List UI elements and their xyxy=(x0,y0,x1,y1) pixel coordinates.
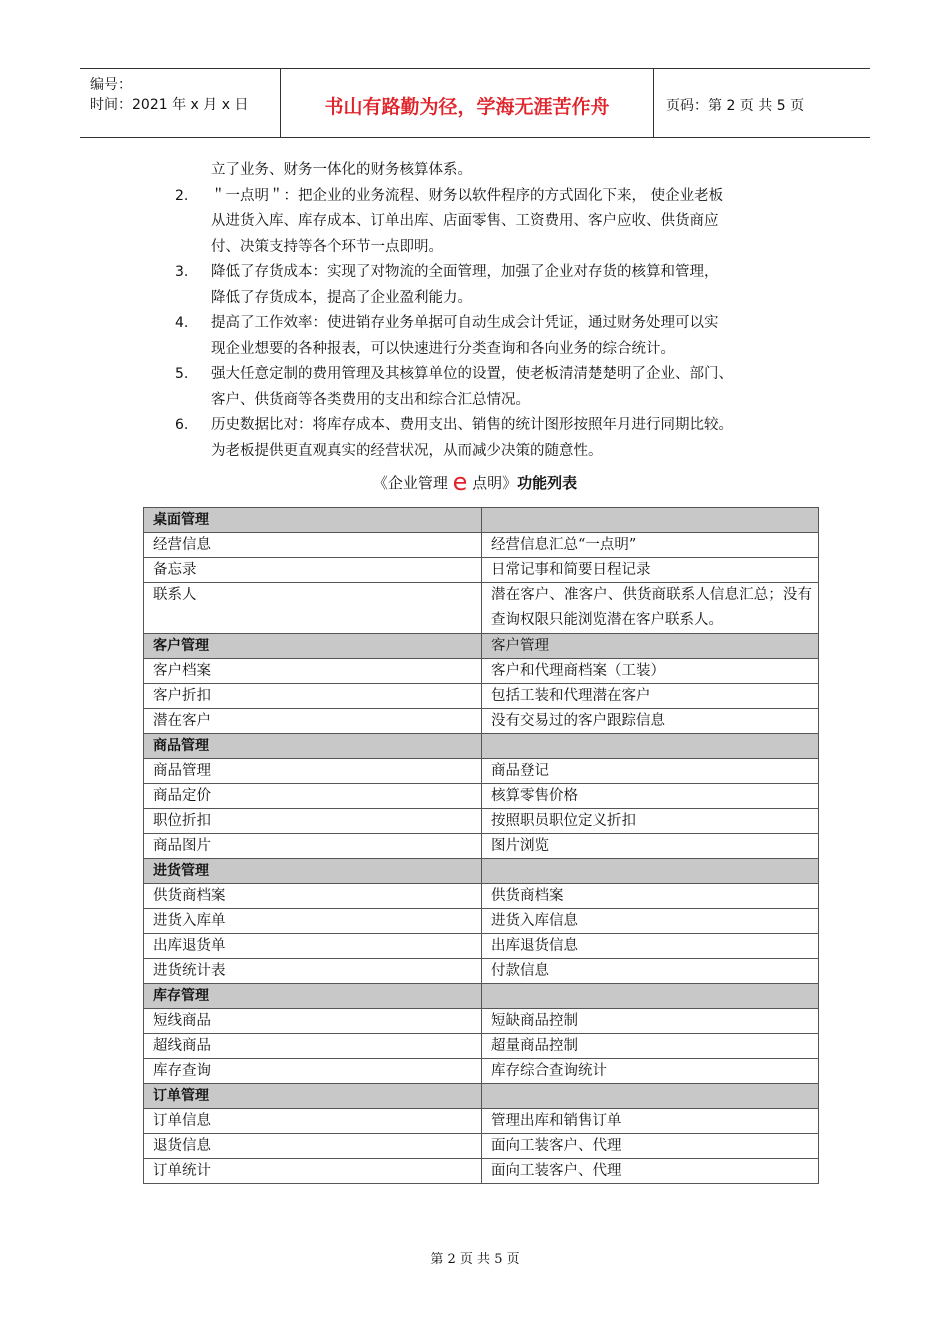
table-section-row xyxy=(144,634,819,659)
list-item xyxy=(175,260,825,311)
table-row xyxy=(144,533,819,558)
function-desc-cell: 日常记事和简要日程记录 xyxy=(482,558,819,583)
function-desc-cell xyxy=(482,984,819,1009)
function-name-cell: 联系人 xyxy=(144,583,482,634)
function-desc-cell: 核算零售价格 xyxy=(482,784,819,809)
function-name-cell: 进货统计表 xyxy=(144,959,482,984)
list-item-line: 降低了存货成本，提高了企业盈利能力。 xyxy=(211,289,472,306)
table-row xyxy=(144,709,819,734)
table-row xyxy=(144,834,819,859)
list-item-text xyxy=(211,413,733,464)
table-row xyxy=(144,1159,819,1184)
table-section-row xyxy=(144,984,819,1009)
list-item-line: 为老板提供更直观真实的经营状况，从而减少决策的随意性。 xyxy=(211,442,603,459)
table-row xyxy=(144,884,819,909)
table-section-row xyxy=(144,508,819,533)
list-item-text xyxy=(211,362,733,413)
function-name-cell: 订单统计 xyxy=(144,1159,482,1184)
function-desc-cell: 管理出库和销售订单 xyxy=(482,1109,819,1134)
table-row xyxy=(144,1134,819,1159)
function-desc-cell: 库存综合查询统计 xyxy=(482,1059,819,1084)
list-item-number: 2. xyxy=(175,187,189,204)
table-row xyxy=(144,1009,819,1034)
page-footer: 第 2 页 共 5 页 xyxy=(430,1252,520,1267)
function-name-cell: 进货入库单 xyxy=(144,909,482,934)
function-desc-cell: 潜在客户、准客户、供货商联系人信息汇总；没有查询权限只能浏览潜在客户联系人。 xyxy=(482,583,819,634)
list-item-number: 5. xyxy=(175,366,189,382)
list-item-line: 提高了工作效率：使进销存业务单据可自动生成会计凭证，通过财务处理可以实 xyxy=(211,315,719,331)
function-name-cell: 退货信息 xyxy=(144,1134,482,1159)
table-section-row xyxy=(144,859,819,884)
function-desc-cell: 客户和代理商档案（工装） xyxy=(482,659,819,684)
function-desc-cell: 图片浏览 xyxy=(482,834,819,859)
function-name-cell: 订单信息 xyxy=(144,1109,482,1134)
body-text xyxy=(175,158,825,464)
function-name-cell: 库存管理 xyxy=(144,984,482,1009)
list-item-number: 6. xyxy=(175,417,189,433)
list-item-text xyxy=(211,184,723,261)
lead-line: 立了业务、财务一体化的财务核算体系。 xyxy=(211,162,472,178)
function-name-cell: 库存查询 xyxy=(144,1059,482,1084)
function-name-cell: 备忘录 xyxy=(144,558,482,583)
table-row xyxy=(144,558,819,583)
function-table xyxy=(143,507,819,1184)
function-name-cell: 桌面管理 xyxy=(144,508,482,533)
function-name-cell: 订单管理 xyxy=(144,1084,482,1109)
function-desc-cell: 短缺商品控制 xyxy=(482,1009,819,1034)
function-name-cell: 经营信息 xyxy=(144,533,482,558)
function-desc-cell xyxy=(482,508,819,533)
function-name-cell: 客户管理 xyxy=(144,634,482,659)
list-item-line: 客户、供货商等各类费用的支出和综合汇总情况。 xyxy=(211,391,530,408)
function-desc-cell: 包括工装和代理潜在客户 xyxy=(482,684,819,709)
numbered-list xyxy=(175,184,825,465)
page-header xyxy=(80,68,870,138)
function-name-cell: 客户折扣 xyxy=(144,684,482,709)
function-desc-cell: 出库退货信息 xyxy=(482,934,819,959)
table-title-bold: 功能列表 xyxy=(517,474,578,492)
list-item-text xyxy=(211,311,719,362)
function-desc-cell: 面向工装客户、代理 xyxy=(482,1134,819,1159)
function-name-cell: 供货商档案 xyxy=(144,884,482,909)
table-row xyxy=(144,684,819,709)
table-row xyxy=(144,1059,819,1084)
list-item xyxy=(175,184,825,261)
table-row xyxy=(144,1109,819,1134)
header-meta xyxy=(80,69,281,137)
list-item-line: ＂一点明＂：把企业的业务流程、财务以软件程序的方式固化下来， 使企业老板 xyxy=(211,187,724,204)
function-name-cell: 商品管理 xyxy=(144,759,482,784)
function-desc-cell: 客户管理 xyxy=(482,634,819,659)
function-desc-cell: 供货商档案 xyxy=(482,884,819,909)
function-desc-cell: 付款信息 xyxy=(482,959,819,984)
function-name-cell: 商品管理 xyxy=(144,734,482,759)
table-row xyxy=(144,959,819,984)
function-name-cell: 商品定价 xyxy=(144,784,482,809)
header-page-info: 页码：第 2 页 共 5 页 xyxy=(666,98,805,114)
list-item-line: 强大任意定制的费用管理及其核算单位的设置，使老板清清楚楚明了企业、部门、 xyxy=(211,366,733,382)
table-section-row xyxy=(144,1084,819,1109)
list-item-line: 现企业想要的各种报表，可以快速进行分类查询和各向业务的综合统计。 xyxy=(211,340,675,357)
function-desc-cell: 经营信息汇总“一点明” xyxy=(482,533,819,558)
header-motto: 书山有路勤为径，学海无涯苦作舟 xyxy=(281,69,654,137)
table-row xyxy=(144,909,819,934)
function-desc-cell: 没有交易过的客户跟踪信息 xyxy=(482,709,819,734)
function-name-cell: 客户档案 xyxy=(144,659,482,684)
list-item-text xyxy=(211,260,719,311)
table-row xyxy=(144,583,819,634)
table-title-suffix: 点明》 xyxy=(472,474,518,492)
list-item xyxy=(175,362,825,413)
list-item-line: 历史数据比对：将库存成本、费用支出、销售的统计图形按照年月进行同期比较。 xyxy=(211,417,733,433)
table-row xyxy=(144,659,819,684)
list-item-number: 3. xyxy=(175,264,189,280)
list-item xyxy=(175,311,825,362)
function-desc-cell: 商品登记 xyxy=(482,759,819,784)
table-row xyxy=(144,1034,819,1059)
table-title-prefix: 《企业管理 xyxy=(372,474,448,492)
function-desc-cell: 进货入库信息 xyxy=(482,909,819,934)
function-desc-cell: 面向工装客户、代理 xyxy=(482,1159,819,1184)
function-name-cell: 进货管理 xyxy=(144,859,482,884)
list-item xyxy=(175,413,825,464)
table-row xyxy=(144,934,819,959)
table-section-row xyxy=(144,734,819,759)
table-title xyxy=(0,468,950,496)
list-item-line: 付、决策支持等各个环节一点即明。 xyxy=(211,238,443,255)
function-desc-cell xyxy=(482,1084,819,1109)
function-desc-cell: 超量商品控制 xyxy=(482,1034,819,1059)
function-name-cell: 出库退货单 xyxy=(144,934,482,959)
function-name-cell: 商品图片 xyxy=(144,834,482,859)
function-desc-cell: 按照职员职位定义折扣 xyxy=(482,809,819,834)
list-item-line: 从进货入库、库存成本、订单出库、店面零售、工资费用、客户应收、供货商应 xyxy=(211,213,719,229)
header-number-label: 编号： xyxy=(90,77,132,93)
table-row xyxy=(144,759,819,784)
table-row xyxy=(144,809,819,834)
function-name-cell: 短线商品 xyxy=(144,1009,482,1034)
function-name-cell: 超线商品 xyxy=(144,1034,482,1059)
list-item-number: 4. xyxy=(175,315,189,331)
list-item-line: 降低了存货成本：实现了对物流的全面管理，加强了企业对存货的核算和管理， xyxy=(211,264,719,280)
function-desc-cell xyxy=(482,734,819,759)
function-desc-cell xyxy=(482,859,819,884)
table-row xyxy=(144,784,819,809)
function-name-cell: 潜在客户 xyxy=(144,709,482,734)
header-time-label: 时间：2021 年 x 月 x 日 xyxy=(90,97,249,113)
table-title-e: e xyxy=(452,468,468,496)
function-name-cell: 职位折扣 xyxy=(144,809,482,834)
